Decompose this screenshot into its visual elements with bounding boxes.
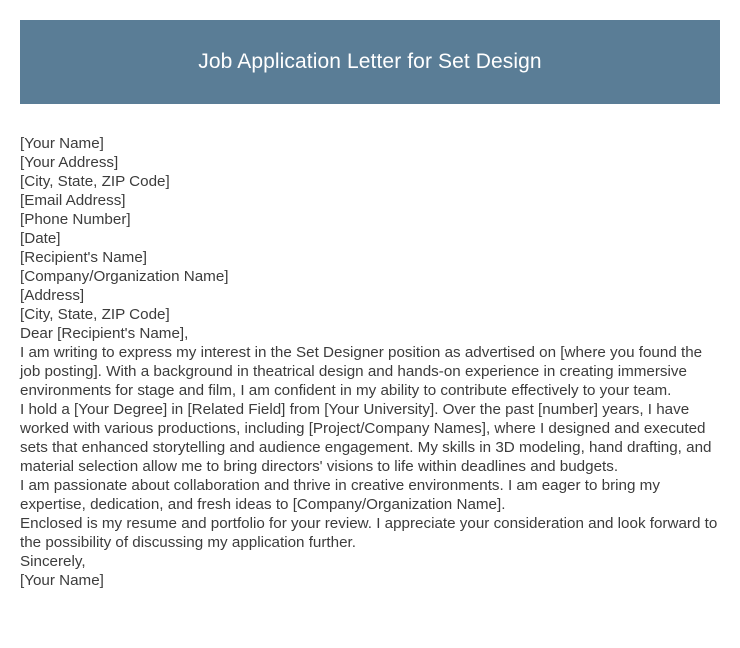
- title-banner: [20, 20, 720, 104]
- closing: Sincerely,: [20, 553, 86, 570]
- recipient-name: [Recipient's Name]: [20, 249, 147, 266]
- recipient-address: [Address]: [20, 287, 85, 304]
- recipient-city-state-zip: [City, State, ZIP Code]: [20, 306, 170, 323]
- signature: [Your Name]: [20, 572, 104, 589]
- salutation: Dear [Recipient's Name],: [20, 325, 189, 342]
- sender-phone: [Phone Number]: [20, 211, 131, 228]
- sender-address: [Your Address]: [20, 154, 119, 171]
- paragraph-enclosure: Enclosed is my resume and portfolio for your review. I appreciate your consideration and look forward to the possibility of discussing my application further.: [20, 515, 718, 551]
- recipient-company: [Company/Organization Name]: [20, 268, 229, 285]
- letter-body: [20, 134, 720, 590]
- letter-date: [Date]: [20, 230, 61, 247]
- paragraph-passion: I am passionate about collaboration and thrive in creative environments. I am eager to bring my expertise, dedication, and fresh ideas to [Company/Organization Name].: [20, 477, 660, 513]
- sender-city-state-zip: [City, State, ZIP Code]: [20, 173, 170, 190]
- sender-email: [Email Address]: [20, 192, 126, 209]
- sender-name: [Your Name]: [20, 135, 104, 152]
- page-title: Job Application Letter for Set Design: [198, 50, 542, 73]
- paragraph-experience: I hold a [Your Degree] in [Related Field] from [Your University]. Over the past [number] years, I have worked with various productions, including [Project/Company Names], where I designed and executed sets that enhanced storytelling and audience engagement. My skills in 3D modeling, hand drafting, and material selection allow me to bring directors' visions to life within deadlines and budgets.: [20, 401, 712, 475]
- paragraph-intro: I am writing to express my interest in the Set Designer position as advertised on [where you found the job posting]. With a background in theatrical design and hands-on experience in creating immersive environments for stage and film, I am confident in my ability to contribute effectively to your team.: [20, 344, 703, 399]
